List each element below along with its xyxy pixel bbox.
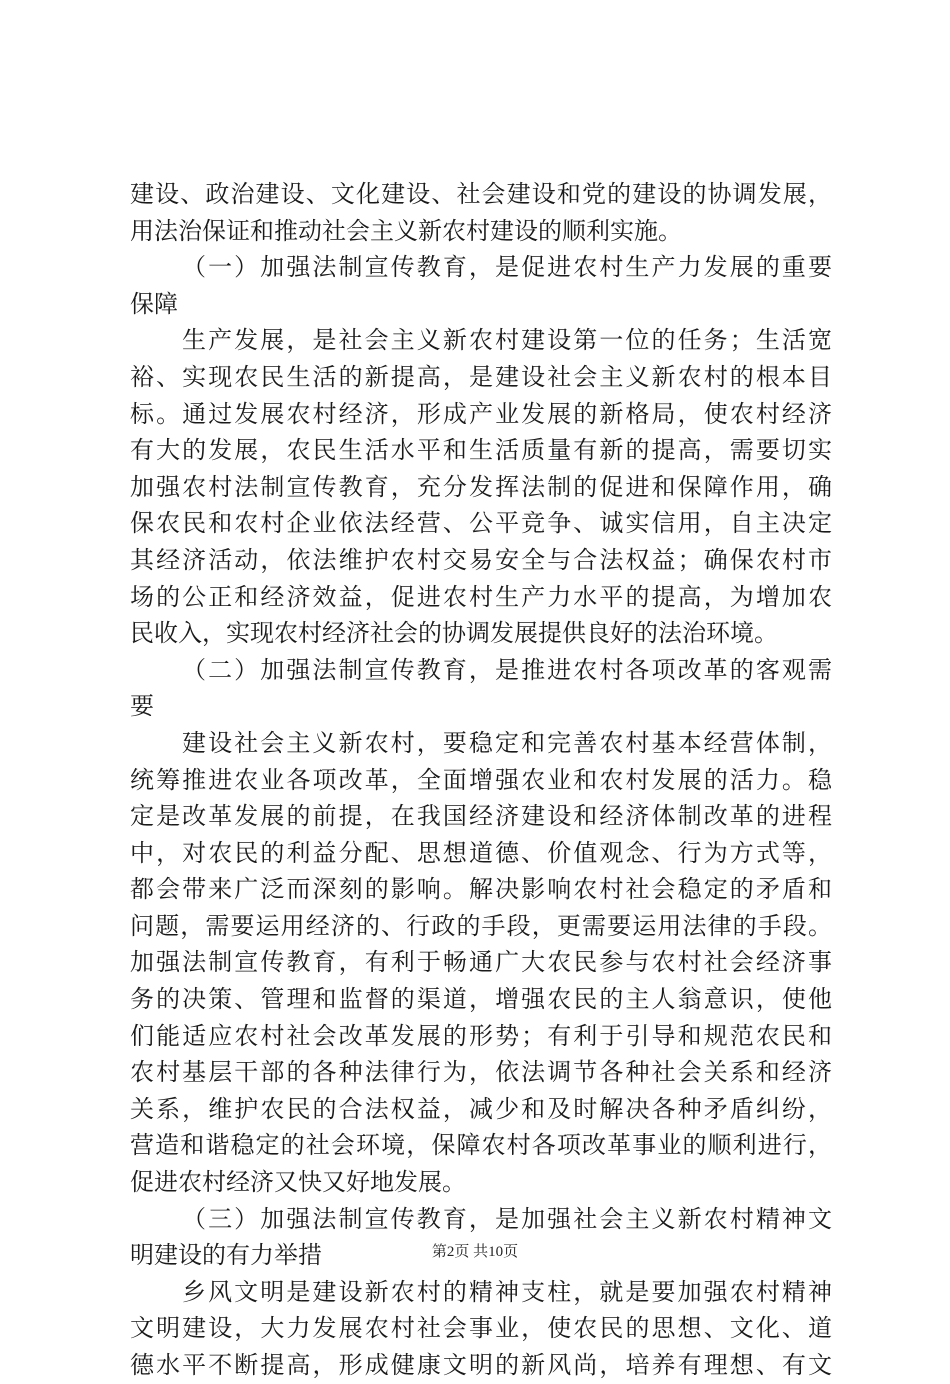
text-line: 建设、政治建设、文化建设、社会建设和党的建设的协调发展，: [130, 180, 832, 208]
text-line: 加强法制宣传教育，有利于畅通广大农民参与农村社会经济事: [130, 948, 832, 977]
text-line: 农村基层干部的各种法律行为，依法调节各种社会关系和经济: [130, 1058, 832, 1087]
text-line: 促进农村经济又快又好地发展。: [130, 1168, 466, 1197]
text-line: 场的公正和经济效益，促进农村生产力水平的提高，为增加农: [130, 582, 832, 611]
page-footer: 第2页 共10页: [431, 1244, 519, 1260]
text-line: 务的决策、管理和监督的渠道，增强农民的主人翁意识，使他: [130, 985, 832, 1014]
text-line: 民收入，实现农村经济社会的协调发展提供良好的法治环境。: [130, 619, 778, 648]
text-line: 统筹推进农业各项改革，全面增强农业和农村发展的活力。稳: [130, 765, 832, 794]
text-line: 标。通过发展农村经济，形成产业发展的新格局，使农村经济: [130, 399, 832, 428]
text-line: 文明建设，大力发展农村社会事业，使农民的思想、文化、道: [130, 1314, 832, 1343]
text-line: （三）加强法制宣传教育，是加强社会主义新农村精神文: [182, 1204, 832, 1233]
text-line: 们能适应农村社会改革发展的形势；有利于引导和规范农民和: [130, 1021, 832, 1050]
text-line: 生产发展，是社会主义新农村建设第一位的任务；生活宽: [182, 326, 832, 355]
text-line: 裕、实现农民生活的新提高，是建设社会主义新农村的根本目: [130, 362, 832, 391]
text-line: 营造和谐稳定的社会环境，保障农村各项改革事业的顺利进行，: [130, 1131, 832, 1160]
text-line: 加强农村法制宣传教育，充分发挥法制的促进和保障作用，确: [130, 472, 832, 501]
text-line: 明建设的有力举措: [130, 1241, 322, 1270]
text-line: 关系，维护农民的合法权益，减少和及时解决各种矛盾纠纷，: [130, 1094, 832, 1123]
text-line: 问题，需要运用经济的、行政的手段，更需要运用法律的手段。: [130, 911, 832, 940]
text-line: 建设社会主义新农村，要稳定和完善农村基本经营体制，: [182, 728, 832, 757]
text-line: 有大的发展，农民生活水平和生活质量有新的提高，需要切实: [130, 436, 832, 465]
text-line: 中，对农民的利益分配、思想道德、价值观念、行为方式等，: [130, 838, 832, 867]
text-line: 用法治保证和推动社会主义新农村建设的顺利实施。: [130, 216, 682, 245]
text-line: 德水平不断提高，形成健康文明的新风尚，培养有理想、有文: [130, 1351, 832, 1379]
text-line: 乡风文明是建设新农村的精神支柱，就是要加强农村精神: [182, 1277, 832, 1306]
text-line: 要: [130, 692, 154, 721]
text-line: 都会带来广泛而深刻的影响。解决影响农村社会稳定的矛盾和: [130, 875, 832, 904]
text-line: 定是改革发展的前提，在我国经济建设和经济体制改革的进程: [130, 802, 832, 831]
text-line: 保农民和农村企业依法经营、公平竞争、诚实信用，自主决定: [130, 509, 832, 538]
text-line: 保障: [130, 289, 178, 318]
text-line: 其经济活动，依法维护农村交易安全与合法权益；确保农村市: [130, 545, 832, 574]
text-line: （一）加强法制宣传教育，是促进农村生产力发展的重要: [182, 253, 832, 282]
text-line: （二）加强法制宣传教育，是推进农村各项改革的客观需: [182, 655, 832, 684]
body-text: [130, 176, 832, 1384]
